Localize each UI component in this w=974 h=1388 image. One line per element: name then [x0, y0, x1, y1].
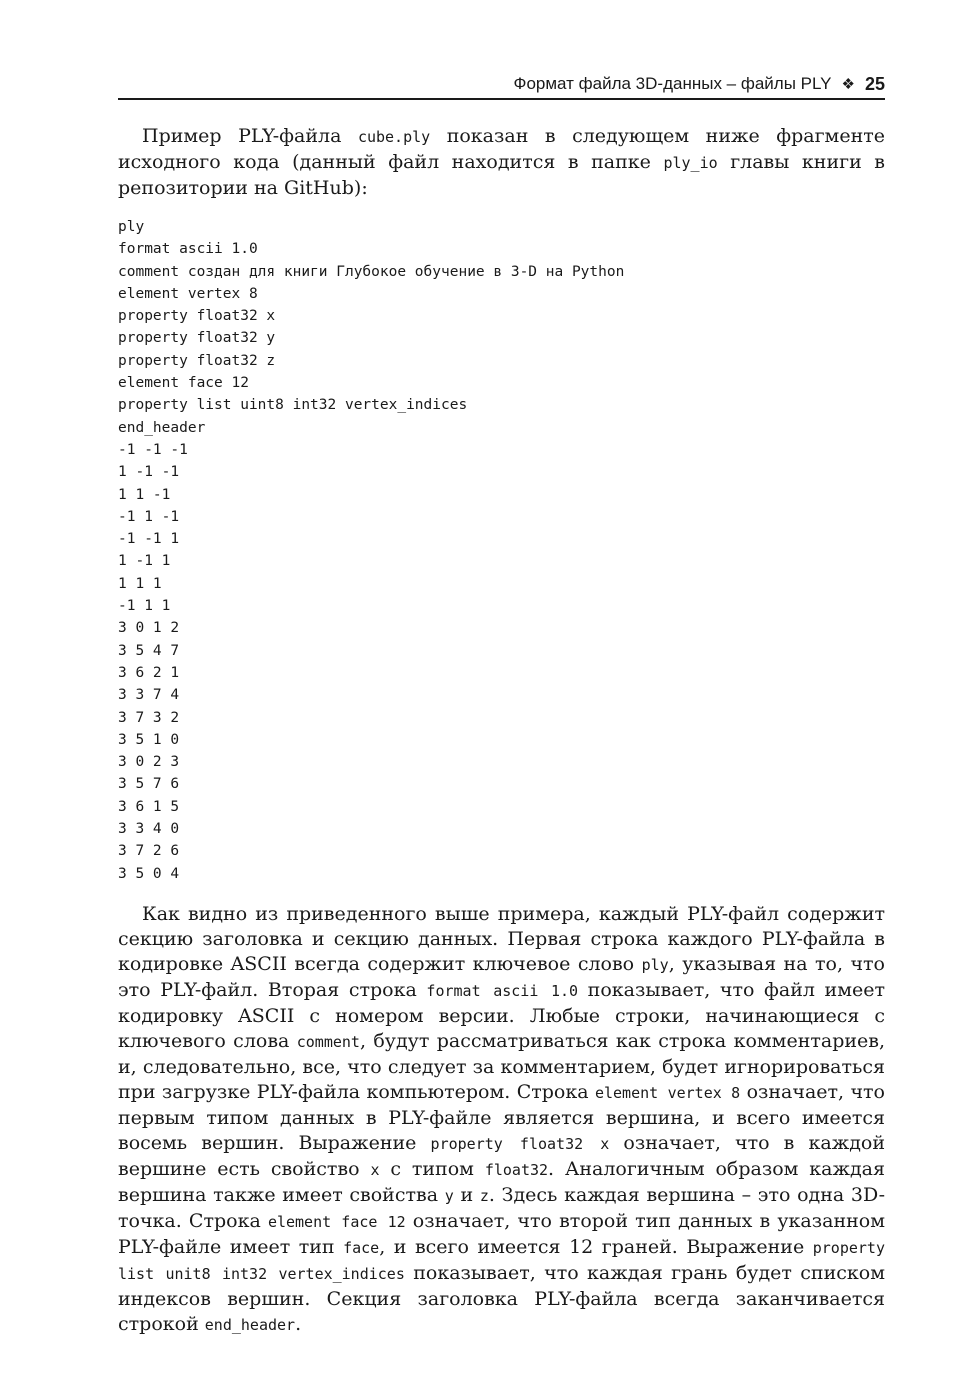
inline-code: element vertex 8 [594, 1084, 741, 1102]
inline-code: property float32 x [430, 1135, 610, 1153]
code-line: 3 5 0 4 [118, 865, 180, 882]
code-line: 3 0 2 3 [118, 754, 180, 771]
code-line: -1 -1 1 [118, 531, 180, 548]
inline-code: format ascii 1.0 [426, 982, 579, 1000]
code-line: 3 6 2 1 [118, 664, 180, 681]
page-number: 25 [864, 73, 885, 94]
body-paragraph: Как видно из приведенного выше примера, каждый PLY-файл содержит секцию заголовка и секцию данных. Первая строка каждого PLY-файла в кодировке ASCII всегда содержит ключевое слово ply, указывая на то, что это PLY-файл. Вторая строка format ascii 1.0 показывает, что файл имеет кодировку ASCII с номером версии. Любые строки, начинающиеся с ключевого слова comment, будут рассматриваться как строка комментариев, и, следовательно, все, что следует за комментарием, будет игнорироваться при загрузке PLY-файла компьютером. Строка element vertex 8 означает, что первым типом данных в PLY-файле является вершина, и всего имеется восемь вершин. Выражение property float32 x означает, что в каждой вершине есть свойство x с типом float32. Аналогичным образом каждая вершина также имеет свойства y и z. Здесь каждая вершина – это одна 3D-точка. Строка element face 12 означает, что второй тип данных в указанном PLY-файле имеет тип face, и всего имеется 12 граней. Выражение property list unit8 int32 vertex_indices показывает, что каждая грань будет списком индексов вершин. Секция заголовка PLY-файла всегда заканчивается строкой end_header. [118, 903, 886, 1335]
code-line: comment создан для книги Глубокое обучение в 3-D на Python [118, 263, 625, 280]
code-line: 3 3 4 0 [118, 821, 180, 838]
inline-code: float32 [484, 1161, 549, 1179]
code-line: -1 1 1 [118, 598, 171, 615]
code-line: format ascii 1.0 [118, 241, 258, 258]
diamond-separator-icon: ❖ [841, 76, 855, 93]
code-line: 3 5 4 7 [118, 642, 180, 659]
inline-code: end_header [204, 1316, 296, 1334]
code-listing [118, 216, 624, 885]
code-line: 3 7 3 2 [118, 709, 180, 726]
inline-code: z [479, 1187, 489, 1205]
inline-code: element face 12 [267, 1213, 406, 1231]
code-line: 3 7 2 6 [118, 843, 180, 860]
inline-code: face [343, 1239, 380, 1257]
code-line: 1 -1 1 [118, 553, 171, 570]
inline-code: x [370, 1161, 380, 1179]
code-line: end_header [118, 419, 206, 436]
code-line: 3 6 1 5 [118, 798, 180, 815]
code-line: property list uint8 int32 vertex_indices [118, 397, 468, 414]
code-line: 1 1 -1 [118, 486, 171, 503]
inline-code: property list unit8 int32 vertex_indices [118, 1239, 885, 1283]
code-line: ply [118, 219, 145, 235]
code-line: 3 5 7 6 [118, 776, 180, 793]
code-line: property float32 y [118, 330, 276, 347]
code-line: 3 5 1 0 [118, 731, 180, 748]
inline-code: ply [641, 956, 669, 974]
code-line: property float32 z [118, 352, 276, 369]
code-line: -1 -1 -1 [118, 441, 188, 458]
code-line: 3 0 1 2 [118, 620, 180, 637]
code-line: -1 1 -1 [118, 508, 180, 525]
running-title: Формат файла 3D-данных – файлы PLY [513, 74, 832, 93]
intro-paragraph: Пример PLY-файла cube.ply показан в следующем ниже фрагменте исходного кода (данный файл находится в папке ply_io главы книги в репозитории на GitHub): [118, 125, 886, 199]
inline-code: ply_io [663, 154, 718, 172]
code-line: 1 -1 -1 [118, 464, 180, 481]
code-line: 1 1 1 [118, 575, 162, 592]
code-line: element vertex 8 [118, 285, 258, 302]
code-line: property float32 x [118, 308, 276, 325]
running-header [118, 70, 885, 100]
inline-code: comment [296, 1033, 360, 1051]
code-line: 3 3 7 4 [118, 687, 180, 704]
code-line: element face 12 [118, 375, 249, 392]
inline-code: y [444, 1187, 454, 1205]
inline-code: cube.ply [357, 128, 431, 146]
